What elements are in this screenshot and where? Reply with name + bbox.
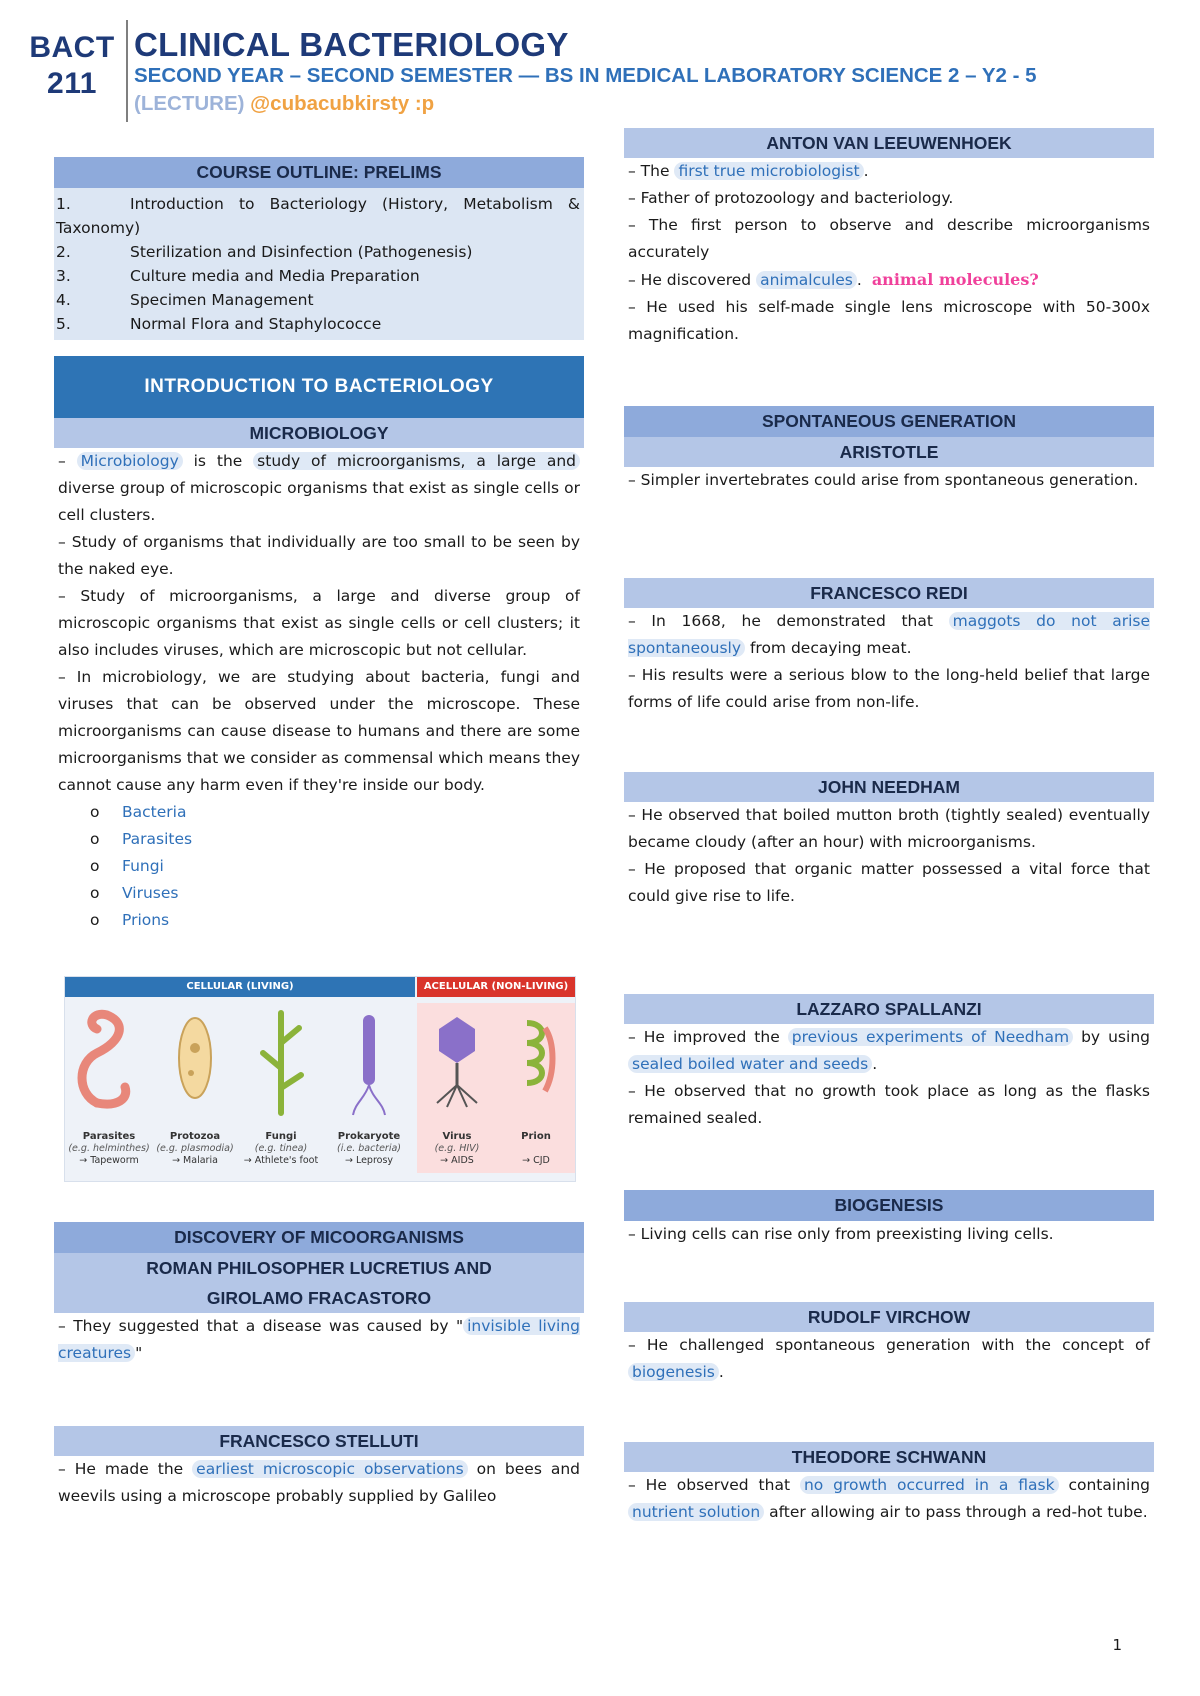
needham-line: – He observed that boiled mutton broth (tightly sealed) eventually became cloudy (after an hour) with microorganisms.	[628, 806, 1150, 851]
outline-item	[56, 264, 580, 288]
course-code-line1: BACT	[29, 31, 115, 64]
lucretius-text	[54, 1313, 584, 1367]
schwann-line	[624, 1472, 1154, 1526]
protozoa-icon	[153, 1003, 237, 1123]
needham-heading: JOHN NEEDHAM	[624, 772, 1154, 802]
needham-section	[624, 772, 1154, 910]
highlighted-term: animalcules	[756, 271, 857, 289]
list-item	[90, 799, 584, 826]
microbiology-paragraph-4: – In microbiology, we are studying about bacteria, fungi and viruses that can be observed under the microscope. These microorganisms can cause disease to humans and there are some microorganisms that we consider as commensal which means they cannot cause any harm even if they're inside our body.	[58, 668, 580, 794]
biogenesis-section	[624, 1190, 1154, 1248]
microorganism-figure	[64, 976, 576, 1182]
heading-line: GIROLAMO FRACASTORO	[206, 1288, 432, 1308]
virus-icon	[417, 1003, 497, 1123]
introduction-section	[54, 356, 584, 934]
figure-caption	[325, 1131, 413, 1167]
text-run: diverse group of microscopic organisms that exist as single cells or cell clusters.	[58, 479, 580, 524]
text-run: – He challenged spontaneous generation with the concept of	[628, 1336, 1150, 1354]
biogenesis-line: – Living cells can rise only from preexisting living cells.	[628, 1225, 1054, 1243]
text-run: containing	[1058, 1476, 1150, 1494]
spallanzani-heading: LAZZARO SPALLANZI	[624, 994, 1154, 1024]
highlighted-term: maggots do not arise spontaneously	[628, 612, 1150, 657]
leeuwenhoek-line: – He used his self-made single lens microscope with 50-300x magnification.	[628, 298, 1150, 343]
caption-example: (e.g. tinea)	[254, 1143, 308, 1154]
bullet-mark: o	[90, 911, 100, 929]
list-item	[90, 853, 584, 880]
outline-item-text: Introduction to Bacteriology (History, Metabolism & Taxonomy)	[56, 195, 580, 237]
text-run: –	[58, 452, 77, 470]
bacterium-icon	[325, 1003, 413, 1123]
discovery-title: DISCOVERY OF MICOORGANISMS	[54, 1222, 584, 1253]
outline-item-text: Sterilization and Disinfection (Pathogenesis)	[130, 243, 473, 261]
stelluti-section	[54, 1426, 584, 1510]
text-run: – He made the	[58, 1460, 193, 1478]
outline-item	[56, 312, 580, 336]
outline-item	[56, 288, 580, 312]
aristotle-heading: ARISTOTLE	[624, 437, 1154, 467]
document-subtitle: SECOND YEAR – SECOND SEMESTER — BS IN MEDICAL LABORATORY SCIENCE 2 – Y2 - 5	[134, 64, 1037, 87]
highlighted-term: Microbiology	[77, 452, 183, 470]
redi-heading: FRANCESCO REDI	[624, 578, 1154, 608]
text-run: – He discovered	[628, 271, 757, 289]
list-item	[90, 880, 584, 907]
figure-caption	[67, 1131, 151, 1167]
outline-item-text: Culture media and Media Preparation	[130, 267, 420, 285]
microbiology-paragraph-2: – Study of organisms that individually are too small to be seen by the naked eye.	[58, 533, 580, 578]
page-number: 1	[1112, 1636, 1122, 1654]
highlighted-term: no growth occurred in a flask	[800, 1476, 1059, 1494]
outline-item-text: Normal Flora and Staphylococce	[130, 315, 382, 333]
text-run: .	[872, 1055, 878, 1073]
leeuwenhoek-line	[624, 266, 1154, 294]
spallanzani-line	[624, 1024, 1154, 1078]
worm-icon	[67, 1003, 151, 1123]
caption-name: Parasites	[82, 1131, 136, 1142]
list-item-label: Viruses	[122, 884, 179, 902]
introduction-title: INTRODUCTION TO BACTERIOLOGY	[54, 356, 584, 418]
list-item-label: Fungi	[122, 857, 164, 875]
caption-name: Virus	[442, 1131, 472, 1142]
author-handle: @cubacubkirsty :p	[250, 92, 435, 115]
leeuwenhoek-line: – The first person to observe and describe microorganisms accurately	[628, 216, 1150, 261]
outline-item-number: 1.	[56, 195, 71, 213]
outline-item	[56, 240, 580, 264]
text-run: from decaying meat.	[745, 639, 912, 657]
figure-caption	[153, 1131, 237, 1167]
caption-example: (e.g. plasmodia)	[156, 1143, 234, 1154]
document-title: CLINICAL BACTERIOLOGY	[134, 26, 569, 63]
caption-example: (e.g. helminthes)	[68, 1143, 150, 1154]
lucretius-heading	[54, 1253, 584, 1313]
caption-disease: → AIDS	[440, 1155, 474, 1166]
leeuwenhoek-line: – Father of protozoology and bacteriology.	[628, 189, 954, 207]
list-item-label: Bacteria	[122, 803, 187, 821]
virchow-line	[624, 1332, 1154, 1386]
caption-disease: → Malaria	[172, 1155, 218, 1166]
outline-item-text: Specimen Management	[130, 291, 314, 309]
figure-caption	[417, 1131, 497, 1167]
list-item	[90, 907, 584, 934]
spontaneous-generation-heading: SPONTANEOUS GENERATION	[624, 406, 1154, 437]
caption-disease: → Leprosy	[344, 1155, 394, 1166]
highlighted-term: biogenesis	[628, 1363, 719, 1381]
schwann-section	[624, 1442, 1154, 1526]
highlighted-text: study of microorganisms, a large and	[253, 452, 580, 470]
text-run: "	[135, 1344, 143, 1362]
highlighted-term: previous experiments of Needham	[788, 1028, 1073, 1046]
microbiology-heading: MICROBIOLOGY	[54, 418, 584, 448]
caption-disease: → Athlete's foot	[243, 1155, 319, 1166]
fungi-icon	[239, 1003, 323, 1123]
aristotle-text: – Simpler invertebrates could arise from spontaneous generation.	[628, 471, 1139, 489]
caption-disease: → CJD	[522, 1155, 550, 1166]
bullet-mark: o	[90, 830, 100, 848]
figure-cell-virus	[417, 1003, 497, 1173]
heading-line: ROMAN PHILOSOPHER LUCRETIUS AND	[146, 1258, 492, 1278]
caption-name: Protozoa	[169, 1131, 221, 1142]
text-run: after allowing air to pass through a red-hot tube.	[764, 1503, 1148, 1521]
text-run: .	[856, 271, 862, 289]
text-run: – They suggested that a disease was caused by "	[58, 1317, 464, 1335]
list-item	[90, 826, 584, 853]
caption-example: (i.e. bacteria)	[337, 1143, 401, 1154]
microbiology-definition	[54, 448, 584, 529]
text-run: – In 1668, he demonstrated that	[628, 612, 949, 630]
outline-item	[56, 192, 580, 240]
header-divider	[126, 20, 128, 122]
bullet-mark: o	[90, 884, 100, 902]
redi-section	[624, 578, 1154, 716]
highlighted-term: first true microbiologist	[674, 162, 863, 180]
text-run: on bees and weevils using a microscope probably supplied by Galileo	[58, 1460, 581, 1505]
leeuwenhoek-section	[624, 128, 1154, 348]
stelluti-heading: FRANCESCO STELLUTI	[54, 1426, 584, 1456]
text-run: is the	[182, 452, 254, 470]
needham-line: – He proposed that organic matter possessed a vital force that could give rise to life.	[628, 860, 1150, 905]
highlighted-term: earliest microscopic observations	[192, 1460, 468, 1478]
figure-cell-prion	[497, 1003, 575, 1173]
caption-disease: → Tapeworm	[79, 1155, 139, 1166]
acellular-band: ACELLULAR (NON-LIVING)	[417, 977, 575, 997]
text-run: – He observed that	[628, 1476, 800, 1494]
spallanzani-line: – He observed that no growth took place as long as the flasks remained sealed.	[628, 1082, 1150, 1127]
bullet-mark: o	[90, 857, 100, 875]
course-code-line2: 211	[47, 67, 97, 100]
text-run: – He improved the	[628, 1028, 788, 1046]
bullet-mark: o	[90, 803, 100, 821]
course-outline	[54, 157, 584, 340]
handwritten-note: animal molecules?	[871, 270, 1039, 289]
figure-caption	[497, 1131, 575, 1167]
list-item-label: Parasites	[122, 830, 193, 848]
redi-line: – His results were a serious blow to the long-held belief that large forms of life could arise from non-life.	[628, 666, 1150, 711]
figure-cell-fungi	[239, 1003, 323, 1173]
highlighted-term: nutrient solution	[628, 1503, 764, 1521]
text-run: .	[718, 1363, 724, 1381]
highlighted-term: sealed boiled water and seeds	[628, 1055, 872, 1073]
figure-cell-protozoa	[153, 1003, 237, 1173]
spontaneous-generation-section	[624, 406, 1154, 494]
discovery-section	[54, 1222, 584, 1367]
outline-item-number: 3.	[56, 267, 71, 285]
leeuwenhoek-heading: ANTON VAN LEEUWENHOEK	[624, 128, 1154, 158]
list-item-label: Prions	[122, 911, 170, 929]
course-outline-list	[54, 188, 584, 340]
caption-name: Prion	[521, 1131, 551, 1142]
caption-example: (e.g. HIV)	[434, 1143, 480, 1154]
stelluti-text	[54, 1456, 584, 1510]
biogenesis-heading: BIOGENESIS	[624, 1190, 1154, 1221]
caption-name: Fungi	[265, 1131, 297, 1142]
spallanzani-section	[624, 994, 1154, 1132]
schwann-heading: THEODORE SCHWANN	[624, 1442, 1154, 1472]
outline-item-number: 2.	[56, 243, 71, 261]
cellular-band: CELLULAR (LIVING)	[65, 977, 415, 997]
microorganism-list	[54, 799, 584, 934]
caption-name: Prokaryote	[337, 1131, 401, 1142]
virchow-heading: RUDOLF VIRCHOW	[624, 1302, 1154, 1332]
figure-cell-prokaryote	[325, 1003, 413, 1173]
redi-line	[624, 608, 1154, 662]
virchow-section	[624, 1302, 1154, 1386]
course-code	[22, 30, 122, 102]
document-tagline	[134, 92, 434, 116]
outline-item-number: 5.	[56, 315, 71, 333]
leeuwenhoek-line	[624, 158, 1154, 185]
outline-item-number: 4.	[56, 291, 71, 309]
text-run: by using	[1073, 1028, 1150, 1046]
figure-cell-parasites	[67, 1003, 151, 1173]
figure-caption	[239, 1131, 323, 1167]
lecture-tag: (LECTURE)	[134, 92, 245, 115]
microbiology-paragraph-3: – Study of microorganisms, a large and diverse group of microscopic organisms that exist as single cells or cell clusters; it also includes viruses, which are microscopic but not cellular.	[58, 587, 580, 659]
course-outline-title: COURSE OUTLINE: PRELIMS	[54, 157, 584, 188]
prion-icon	[497, 1003, 575, 1123]
text-run: – The	[628, 162, 675, 180]
highlighted-term: invisible living creatures	[58, 1317, 581, 1362]
text-run: .	[863, 162, 869, 180]
